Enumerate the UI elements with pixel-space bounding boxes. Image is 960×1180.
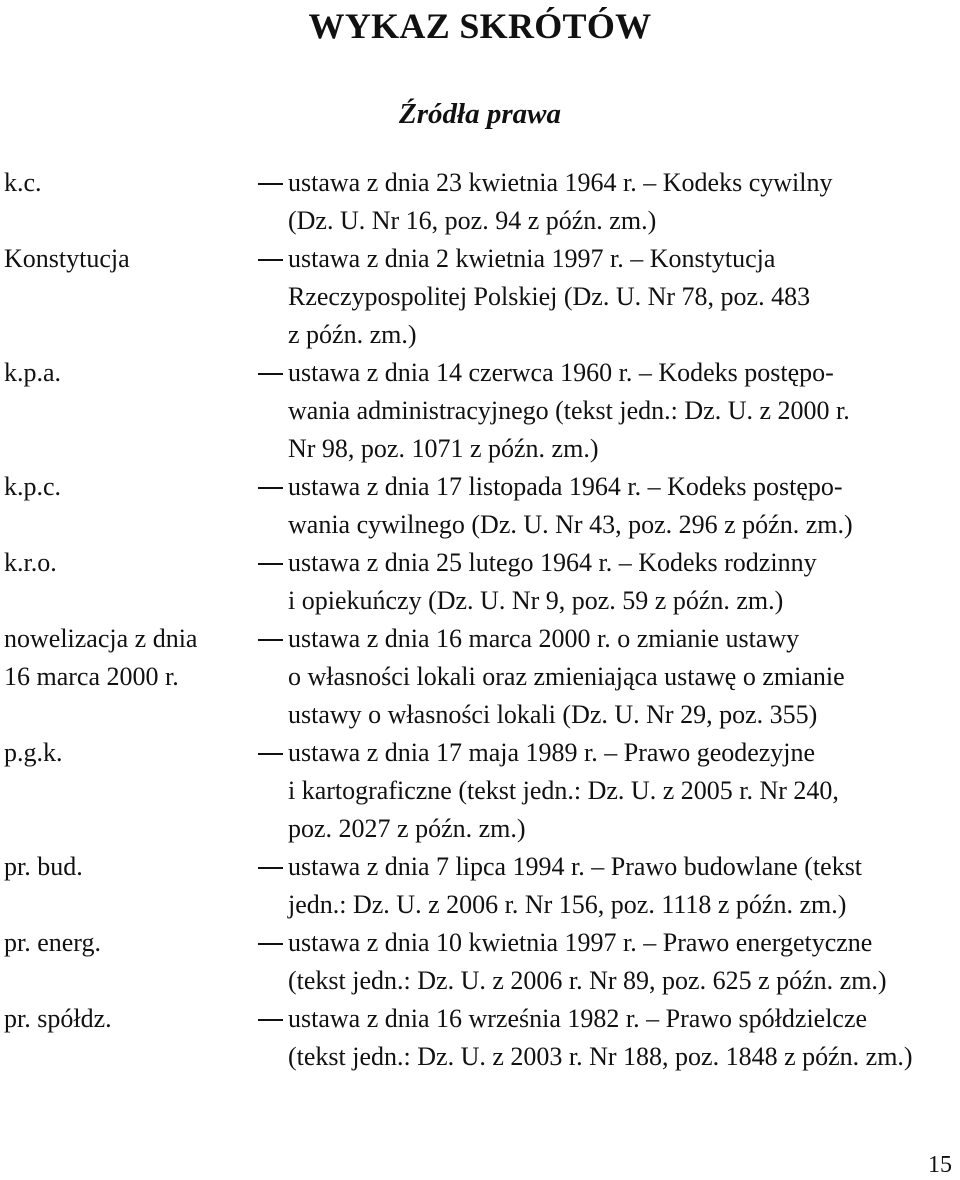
definition: ustawa z dnia 17 maja 1989 r. – Prawo geodezyjne i kartograficzne (tekst jedn.: Dz. U. z 2005 r. Nr 240, poz. 2027 z późn. zm.) — [288, 738, 839, 843]
definition: ustawa z dnia 16 marca 2000 r. o zmianie ustawy o własności lokali oraz zmieniająca ustawę o zmianie ustawy o własności lokali (Dz. U. Nr 29, poz. 355) — [288, 624, 845, 729]
list-item — [0, 734, 960, 848]
definition: ustawa z dnia 17 listopada 1964 r. – Kodeks postępo- wania cywilnego (Dz. U. Nr 43, poz. 296 z późn. zm.) — [288, 472, 853, 539]
abbreviation: nowelizacja z dnia 16 marca 2000 r. — [4, 624, 198, 691]
definition: ustawa z dnia 23 kwietnia 1964 r. – Kodeks cywilny (Dz. U. Nr 16, poz. 94 z późn. zm.) — [288, 168, 833, 235]
abbreviation-list — [0, 164, 960, 1076]
dash-separator — [258, 1019, 283, 1021]
abbreviation: k.c. — [4, 168, 42, 197]
abbreviation: pr. energ. — [4, 928, 101, 957]
dash-separator — [258, 487, 283, 489]
dash-separator — [258, 639, 283, 641]
dash-separator — [258, 183, 283, 185]
list-item — [0, 354, 960, 468]
definition: ustawa z dnia 10 kwietnia 1997 r. – Prawo energetyczne (tekst jedn.: Dz. U. z 2006 r. Nr 89, poz. 625 z późn. zm.) — [288, 928, 887, 995]
list-item — [0, 164, 960, 240]
dash-separator — [258, 563, 283, 565]
definition: ustawa z dnia 14 czerwca 1960 r. – Kodeks postępo- wania administracyjnego (tekst jedn.: Dz. U. z 2000 r. Nr 98, poz. 1071 z późn. zm.) — [288, 358, 850, 463]
list-item — [0, 544, 960, 620]
dash-separator — [258, 867, 283, 869]
dash-separator — [258, 753, 283, 755]
list-item — [0, 620, 960, 734]
section-title: Źródła prawa — [399, 98, 561, 130]
definition: ustawa z dnia 16 września 1982 r. – Prawo spółdzielcze (tekst jedn.: Dz. U. z 2003 r. Nr 188, poz. 1848 z późn. zm.) — [288, 1004, 913, 1071]
definition: ustawa z dnia 25 lutego 1964 r. – Kodeks rodzinny i opiekuńczy (Dz. U. Nr 9, poz. 59 z późn. zm.) — [288, 548, 817, 615]
dash-separator — [258, 373, 283, 375]
page-title: WYKAZ SKRÓTÓW — [308, 6, 652, 46]
definition: ustawa z dnia 2 kwietnia 1997 r. – Konstytucja Rzeczypospolitej Polskiej (Dz. U. Nr 78, poz. 483 z późn. zm.) — [288, 244, 811, 349]
abbreviation: k.p.c. — [4, 472, 62, 501]
abbreviation: pr. bud. — [4, 852, 83, 881]
abbreviation: k.r.o. — [4, 548, 57, 577]
dash-separator — [258, 943, 283, 945]
list-item — [0, 1000, 960, 1076]
list-item — [0, 240, 960, 354]
dash-separator — [258, 259, 283, 261]
abbreviation: k.p.a. — [4, 358, 62, 387]
list-item — [0, 468, 960, 544]
list-item — [0, 848, 960, 924]
page-number: 15 — [928, 1152, 952, 1178]
list-item — [0, 924, 960, 1000]
definition: ustawa z dnia 7 lipca 1994 r. – Prawo budowlane (tekst jedn.: Dz. U. z 2006 r. Nr 156, poz. 1118 z późn. zm.) — [288, 852, 863, 919]
abbreviation: p.g.k. — [4, 738, 63, 767]
abbreviation: pr. spółdz. — [4, 1004, 112, 1033]
abbreviation: Konstytucja — [4, 244, 130, 273]
